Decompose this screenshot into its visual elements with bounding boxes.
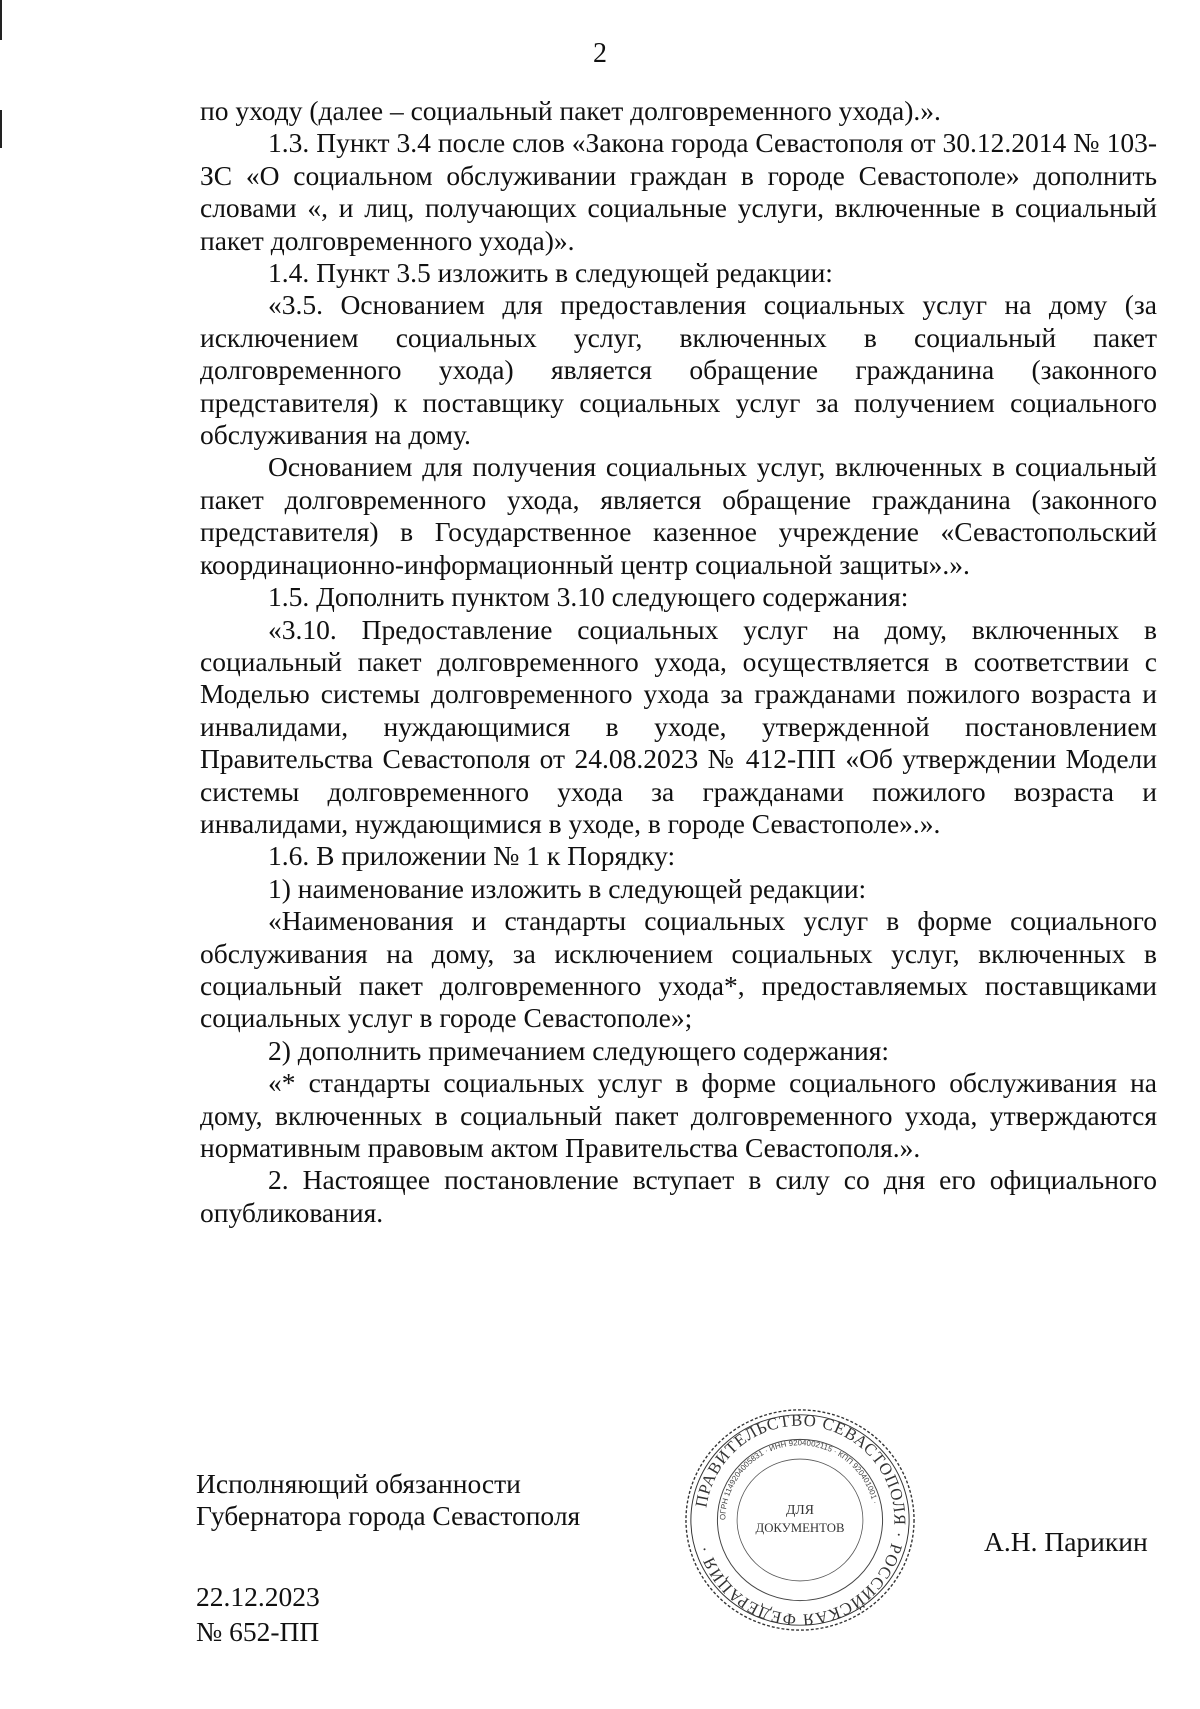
seal-inner-text: ОГРН 1149204005831 · ИНН 9204002115 · КПП 920401001 · [718, 1438, 880, 1521]
paragraph: 2) дополнить примечанием следующего содержания: [268, 1034, 889, 1066]
paragraph: 1.5. Дополнить пунктом 3.10 следующего содержания: [268, 581, 909, 613]
seal-graphic [682, 1404, 918, 1636]
signer-name: А.Н. Парикин [984, 1526, 1148, 1557]
official-seal [682, 1404, 918, 1636]
paragraph: «Наименования и стандарты социальных услуг в форме социального обслуживания на дому, за исключением социальных услуг, включенных в социальный пакет долговременного ухода*, предоставляемых поставщиками социальных услуг в городе Севастополе»; [200, 905, 1157, 1034]
seal-center-line1: ДЛЯ [786, 1502, 814, 1518]
document-body [200, 95, 1157, 1229]
signer-position-line1: Исполняющий обязанности [196, 1468, 521, 1499]
document-date-block [196, 1579, 320, 1649]
paragraph: 1) наименование изложить в следующей редакции: [268, 872, 867, 904]
seal-outer-text: ПРАВИТЕЛЬСТВО СЕВАСТОПОЛЯ · РОССИЙСКАЯ ФЕДЕРАЦИЯ · [691, 1410, 910, 1630]
paragraph: Основанием для получения социальных услуг, включенных в социальный пакет долговременного ухода, является обращение гражданина (законного представителя) в Государственное казенное учреждение «Севастопольский координационно-информационный центр социальной защиты».». [200, 451, 1157, 580]
paragraph: «3.10. Предоставление социальных услуг на дому, включенных в социальный пакет долговременного ухода, осуществляется в соответствии с Моделью системы долговременного ухода за гражданами пожилого возраста и инвалидами, нуждающимися в уходе, утвержденной постановлением Правительства Севастополя от 24.08.2023 № 412-ПП «Об утверждении Модели системы долговременного ухода за гражданами пожилого возраста и инвалидами, нуждающимися в уходе, в городе Севастополе».». [200, 613, 1157, 839]
signer-position-line2: Губернатора города Севастополя [196, 1500, 581, 1531]
paragraph: «3.5. Основанием для предоставления социальных услуг на дому (за исключением социальных услуг, включенных в социальный пакет долговременного ухода) является обращение гражданина (законного представителя) к поставщику социальных услуг за получением социального обслуживания на дому. [200, 289, 1157, 451]
document-date: 22.12.2023 [196, 1581, 320, 1612]
scan-edge-mark-middle [0, 110, 2, 148]
paragraph: 2. Настоящее постановление вступает в силу со дня его официального опубликования. [200, 1164, 1157, 1228]
signature-block [196, 1468, 580, 1532]
seal-center-line2: ДОКУМЕНТОВ [755, 1520, 845, 1535]
document-number: № 652-ПП [196, 1616, 320, 1647]
paragraph: 1.4. Пункт 3.5 изложить в следующей редакции: [268, 257, 833, 289]
paragraph: 1.6. В приложении № 1 к Порядку: [268, 840, 676, 872]
paragraph: по уходу (далее – социальный пакет долговременного ухода).». [200, 95, 941, 126]
page-number: 2 [593, 38, 607, 69]
paragraph: 1.3. Пункт 3.4 после слов «Закона города Севастополя от 30.12.2014 № 103-ЗС «О социальном обслуживании граждан в городе Севастополе» дополнить словами «, и лиц, получающих социальные услуги, включенные в социальный пакет долговременного ухода)». [200, 127, 1157, 256]
scan-edge-mark-top [0, 0, 2, 40]
paragraph: «* стандарты социальных услуг в форме социального обслуживания на дому, включенных в социальный пакет долговременного ухода, утверждаются нормативным правовым актом Правительства Севастополя.». [200, 1067, 1157, 1163]
